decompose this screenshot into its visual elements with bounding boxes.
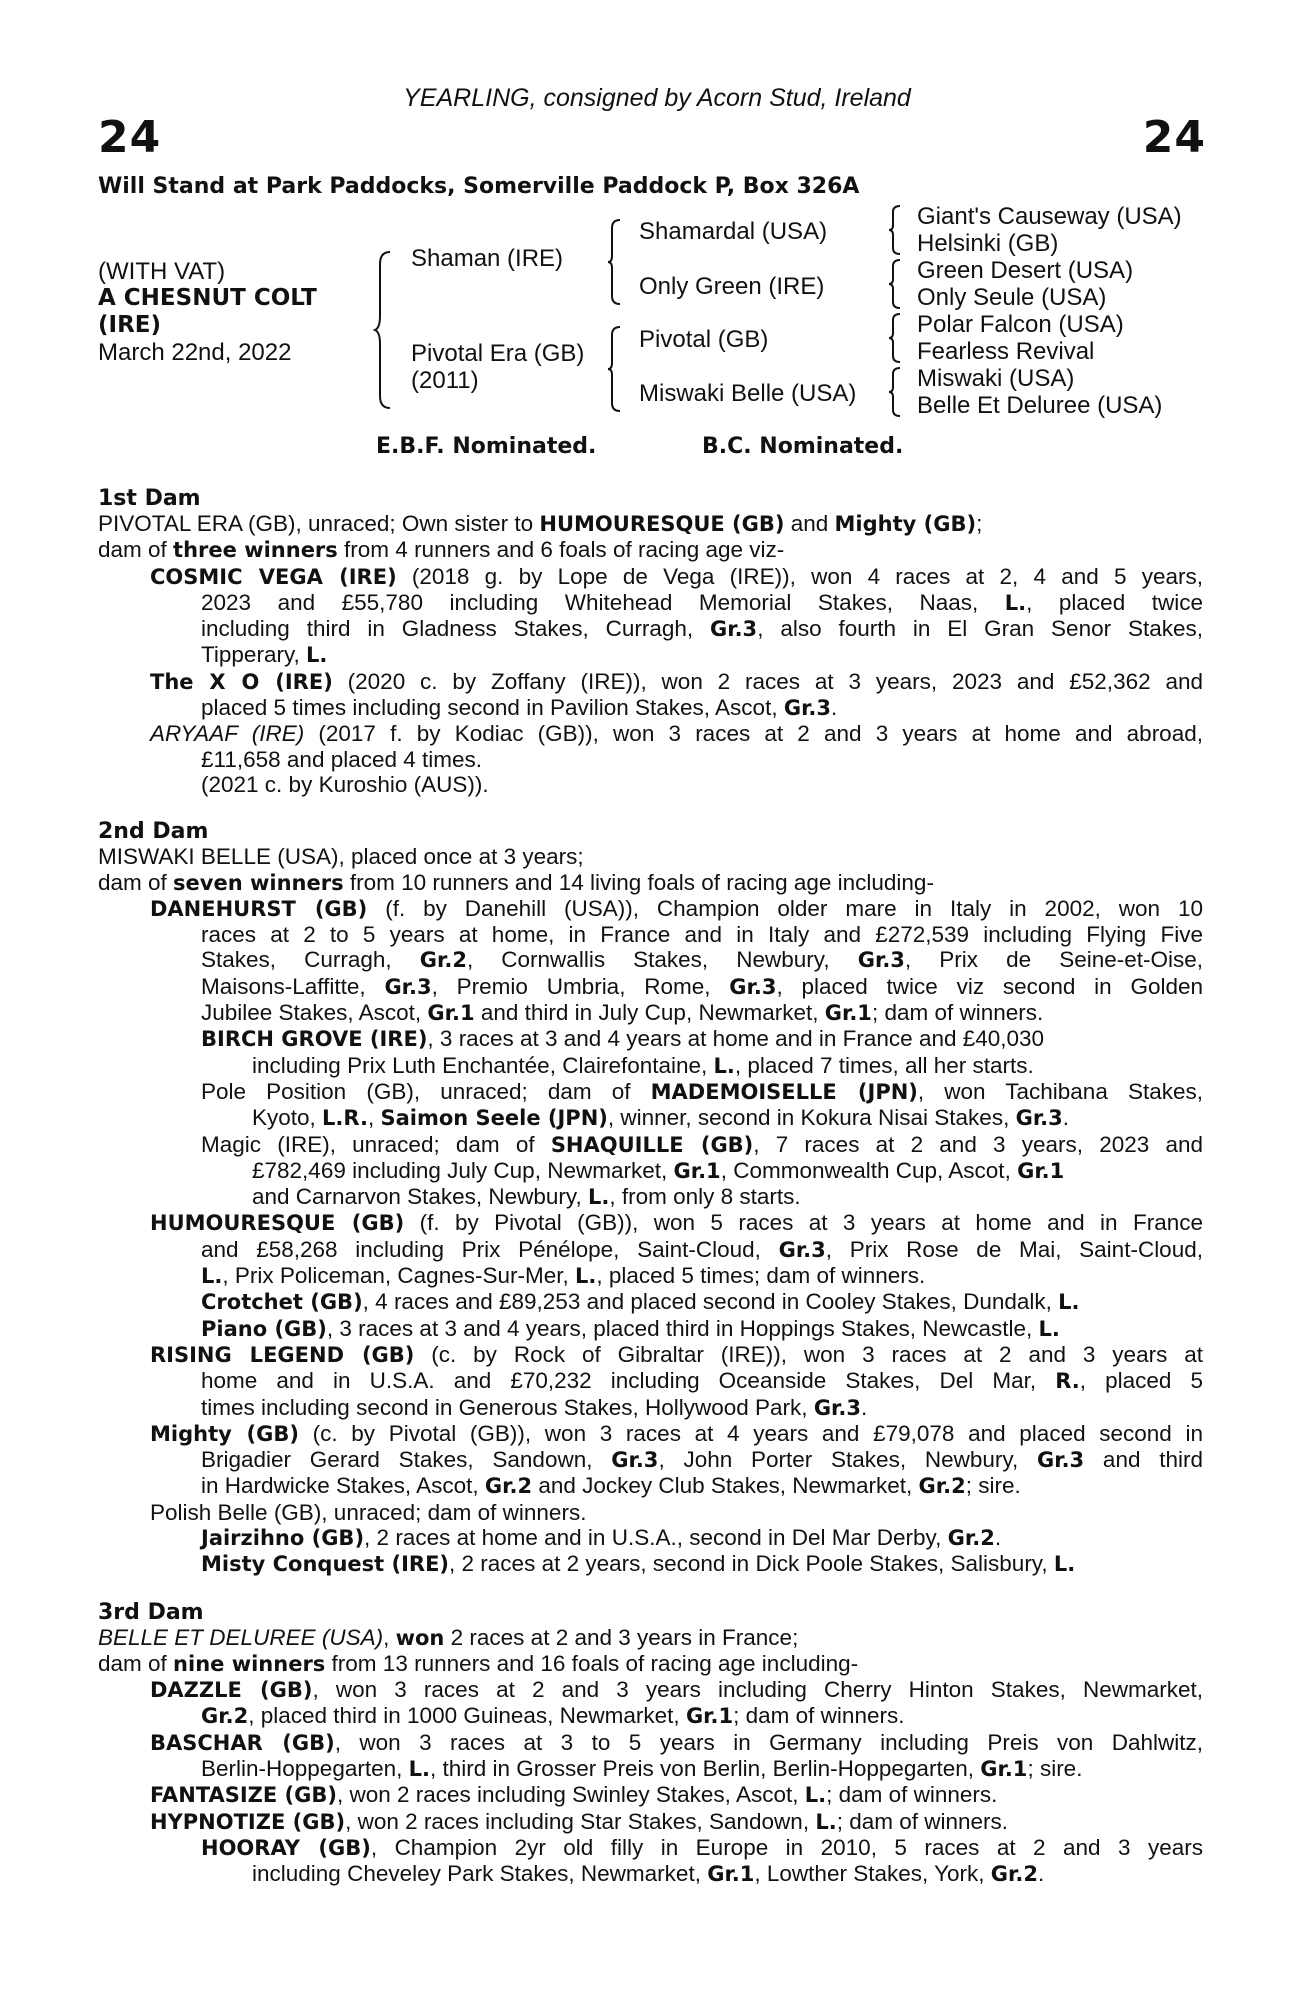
text-run: , placed twice	[1026, 589, 1203, 615]
ggp-name: Polar Falcon (USA)	[917, 311, 1124, 338]
bold-run: Gr.3	[857, 948, 905, 973]
bold-run: Mighty (GB)	[834, 512, 977, 536]
text-run: races at 2 to 5 years at home, in France and in Italy and £272,539 including Flying Five	[201, 922, 1203, 948]
bold-run: Gr.1	[707, 1862, 755, 1887]
text-run: Brigadier Gerard Stakes, Sandown,	[201, 1447, 612, 1473]
text-line	[98, 1677, 1203, 1703]
text-run: , 3 races at 3 and 4 years, placed third in Hoppings Stakes, Newcastle,	[326, 1315, 1039, 1341]
text-line	[98, 922, 1203, 947]
text-run: Magic (IRE), unraced; dam of	[201, 1131, 551, 1157]
bold-run: DANEHURST (GB)	[150, 896, 368, 921]
text-line	[98, 590, 1203, 616]
text-run: from 10 runners and 14 living foals of racing age including-	[343, 869, 934, 895]
text-line	[98, 1473, 1203, 1499]
text-run: (2020 c. by Zoffany (IRE)), won 2 races at 3 years, 2023 and £52,362 and	[332, 668, 1203, 694]
bold-run: Gr.2	[201, 1704, 249, 1729]
bold-run: Gr.3	[1036, 1448, 1085, 1473]
bold-run: COSMIC VEGA (IRE)	[150, 564, 397, 589]
text-run: , placed 7 times, all her starts.	[734, 1052, 1034, 1078]
bold-run: Gr.2	[419, 948, 467, 973]
text-run: , 4 races and £89,253 and placed second in Cooley Stakes, Dundalk,	[362, 1289, 1059, 1315]
bold-run: Saimon Seele (JPN)	[380, 1106, 608, 1131]
bold-run: won	[395, 1625, 445, 1650]
text-run: 2 races at 2 and 3 years in France;	[444, 1624, 799, 1650]
text-run: Tipperary,	[201, 642, 307, 668]
text-line	[98, 896, 1203, 922]
dam-name: Pivotal Era (GB)	[411, 340, 585, 367]
text-line	[98, 1158, 1203, 1184]
text-line	[98, 1184, 1203, 1210]
ggp-name: Belle Et Deluree (USA)	[917, 392, 1163, 419]
text-run: , 2 races at 2 years, second in Dick Poole Stakes, Salisbury,	[449, 1551, 1054, 1577]
text-run: from 4 runners and 6 foals of racing age viz-	[337, 537, 785, 563]
text-run: £782,469 including July Cup, Newmarket,	[252, 1157, 674, 1183]
bold-run: HOORAY (GB)	[201, 1835, 371, 1860]
text-line	[98, 616, 1203, 642]
text-run: , placed third in 1000 Guineas, Newmarket,	[248, 1703, 686, 1729]
bold-run: Crotchet (GB)	[201, 1290, 363, 1315]
text-run: dam of	[98, 537, 174, 563]
text-line	[98, 1263, 1203, 1289]
text-line	[98, 1703, 1203, 1729]
pedigree-bracket-ggp-4	[888, 366, 904, 418]
bold-run: seven winners	[173, 870, 344, 895]
text-run: , also fourth in El Gran Senor Stakes,	[757, 616, 1203, 642]
text-run: placed 5 times including second in Pavilion Stakes, Ascot,	[201, 695, 784, 721]
text-run: from 13 runners and 16 foals of racing age including-	[325, 1650, 859, 1676]
text-run: , third in Grosser Preis von Berlin, Berlin-Hoppegarten,	[429, 1756, 981, 1782]
pedigree-bracket-dam	[607, 325, 623, 413]
bold-run: DAZZLE (GB)	[150, 1678, 313, 1703]
text-run: , 3 races at 3 and 4 years at home and in France and £40,030	[427, 1026, 1045, 1052]
text-run: , 2 races at home and in U.S.A., second in Del Mar Derby,	[364, 1524, 948, 1550]
ggp-name: Green Desert (USA)	[917, 257, 1134, 284]
text-line	[98, 1026, 1203, 1052]
consignment-line: YEARLING, consigned by Acorn Stud, Ireland	[403, 84, 911, 112]
stand-location: Will Stand at Park Paddocks, Somerville Paddock P, Box 326A	[98, 174, 860, 199]
text-line	[98, 1368, 1203, 1394]
text-run: Polish Belle (GB), unraced; dam of winners.	[150, 1499, 587, 1525]
bold-run: Gr.3	[729, 974, 777, 999]
text-run: Kyoto,	[252, 1105, 323, 1131]
text-line	[98, 1730, 1203, 1756]
second-dam-heading: 2nd Dam	[98, 819, 209, 845]
bold-run: Gr.1	[427, 1001, 475, 1026]
text-run: ; dam of winners.	[826, 1782, 998, 1808]
text-run: times including second in Generous Stakes, Hollywood Park,	[201, 1394, 814, 1420]
bold-run: Gr.2	[947, 1525, 995, 1550]
text-line	[98, 695, 1203, 721]
bold-run: Gr.1	[980, 1757, 1028, 1782]
third-dam-text	[98, 1625, 1203, 1888]
text-line	[98, 511, 1203, 537]
text-run: .	[1062, 1105, 1070, 1131]
bold-run: Piano (GB)	[201, 1316, 327, 1341]
sire-name: Shaman (IRE)	[411, 245, 564, 272]
text-line	[98, 1237, 1203, 1263]
sire-dam-name: Only Green (IRE)	[639, 273, 825, 300]
text-run: ; dam of winners.	[871, 1000, 1044, 1026]
text-line	[98, 1551, 1203, 1577]
text-run: £11,658 and placed 4 times.	[201, 746, 483, 772]
bold-run: Gr.3	[783, 696, 832, 721]
text-run: (2017 f. by Kodiac (GB)), won 3 races at 2 and 3 years at home and abroad,	[304, 721, 1203, 747]
horse-country: (IRE)	[98, 312, 162, 338]
text-line	[98, 1861, 1203, 1887]
bold-run: BIRCH GROVE (IRE)	[201, 1027, 428, 1052]
text-run: , won 3 races at 3 to 5 years in Germany including Preis von Dahlwitz,	[334, 1729, 1203, 1755]
text-run: , won 3 races at 2 and 3 years including Cherry Hinton Stakes, Newmarket,	[312, 1677, 1203, 1703]
text-run: Jubilee Stakes, Ascot,	[201, 1000, 428, 1026]
text-run: , Cornwallis Stakes, Newbury,	[466, 947, 858, 973]
text-line	[98, 974, 1203, 1000]
text-run: Maisons-Laffitte,	[201, 973, 385, 999]
text-line	[98, 1421, 1203, 1447]
bold-run: MADEMOISELLE (JPN)	[650, 1079, 918, 1104]
text-line	[98, 1835, 1203, 1861]
text-run: dam of	[98, 869, 174, 895]
italic-run: BELLE ET DELUREE (USA)	[98, 1624, 384, 1650]
text-run: including Prix Luth Enchantée, Clairefontaine,	[252, 1052, 714, 1078]
text-line	[98, 1132, 1203, 1158]
text-run: (c. by Pivotal (GB)), won 3 races at 4 years and £79,078 and placed second in	[298, 1420, 1203, 1446]
bold-run: BASCHAR (GB)	[150, 1730, 335, 1755]
text-run: , from only 8 starts.	[609, 1184, 801, 1210]
bold-run: Gr.3	[1015, 1106, 1063, 1131]
text-run: (2018 g. by Lope de Vega (IRE)), won 4 races at 2, 4 and 5 years,	[396, 563, 1203, 589]
text-run: including Cheveley Park Stakes, Newmarket,	[252, 1861, 708, 1887]
bold-run: Gr.3	[778, 1237, 826, 1262]
text-run: .	[1038, 1861, 1045, 1887]
dam-dam-name: Miswaki Belle (USA)	[639, 380, 857, 407]
bold-run: L.	[1004, 590, 1027, 615]
bold-run: R.	[1055, 1369, 1080, 1394]
bold-run: Gr.1	[673, 1158, 721, 1183]
pedigree-bracket-ggp-3	[888, 312, 904, 364]
text-line	[98, 1447, 1203, 1473]
text-run: , won 2 races including Star Stakes, Sandown,	[345, 1808, 816, 1834]
text-line	[98, 1651, 1203, 1677]
bold-run: three winners	[173, 538, 338, 563]
bold-run: Jairzihno (GB)	[201, 1525, 365, 1550]
text-run: , placed 5 times; dam of winners.	[596, 1263, 926, 1289]
text-run: , Prix Rose de Mai, Saint-Cloud,	[825, 1236, 1203, 1262]
text-line	[98, 669, 1203, 695]
dam-year: (2011)	[411, 367, 479, 394]
bold-run: Gr.2	[484, 1474, 533, 1499]
text-line	[98, 1525, 1203, 1551]
text-run: (f. by Danehill (USA)), Champion older mare in Italy in 2002, won 10	[367, 895, 1203, 921]
first-dam-heading: 1st Dam	[98, 486, 201, 511]
text-run: in Hardwicke Stakes, Ascot,	[201, 1473, 485, 1499]
text-line	[98, 537, 1203, 563]
text-run: , placed 5	[1079, 1368, 1203, 1394]
ggp-name: Helsinki (GB)	[917, 230, 1059, 257]
text-run: , won 2 races including Swinley Stakes, Ascot,	[336, 1782, 805, 1808]
first-dam-text	[98, 511, 1203, 797]
text-line	[98, 1000, 1203, 1026]
text-run: and	[784, 511, 835, 536]
text-line	[98, 564, 1203, 590]
bold-run: FANTASIZE (GB)	[150, 1783, 337, 1808]
bold-run: L.	[1058, 1290, 1080, 1315]
text-run: ; dam of winners.	[733, 1703, 905, 1729]
bold-run: nine winners	[173, 1651, 326, 1676]
text-line	[98, 772, 1203, 797]
bold-run: The X O (IRE)	[150, 669, 333, 694]
dam-sire-name: Pivotal (GB)	[639, 326, 769, 353]
text-run: ,	[383, 1624, 396, 1650]
text-run: , Premio Umbria, Rome,	[431, 973, 730, 999]
text-run: MISWAKI BELLE (USA), placed once at 3 years;	[98, 844, 584, 870]
text-line	[98, 947, 1203, 973]
text-line	[98, 870, 1203, 896]
text-run: ;	[976, 511, 983, 536]
bold-run: L.	[408, 1757, 430, 1782]
text-line	[98, 1395, 1203, 1421]
bold-run: Mighty (GB)	[150, 1421, 299, 1446]
ggp-name: Giant's Causeway (USA)	[917, 203, 1182, 230]
text-run: .	[831, 695, 838, 721]
bold-run: SHAQUILLE (GB)	[550, 1132, 754, 1157]
text-run: (2021 c. by Kuroshio (AUS)).	[201, 771, 489, 797]
text-line	[98, 1210, 1203, 1236]
bold-run: HYPNOTIZE (GB)	[150, 1809, 346, 1834]
text-run: , winner, second in Kokura Nisai Stakes,	[607, 1105, 1016, 1131]
ggp-name: Only Seule (USA)	[917, 284, 1107, 311]
text-line	[98, 1342, 1203, 1368]
bold-run: L.	[804, 1783, 827, 1808]
bold-run: Gr.2	[918, 1474, 966, 1499]
text-run: , Commonwealth Cup, Ascot,	[720, 1157, 1018, 1183]
text-run: Berlin-Hoppegarten,	[201, 1756, 409, 1782]
text-run: Pole Position (GB), unraced; dam of	[201, 1078, 651, 1104]
bold-run: L.	[713, 1053, 735, 1078]
lot-number-right: 24	[1142, 112, 1206, 163]
pedigree-bracket-ggp-1	[888, 204, 904, 256]
text-run: dam of	[98, 1650, 174, 1676]
text-line	[98, 721, 1203, 746]
text-line	[98, 1500, 1203, 1525]
pedigree-bracket-sire	[607, 218, 623, 306]
bold-run: Gr.3	[709, 617, 758, 642]
text-run: , placed twice viz second in Golden	[776, 973, 1203, 999]
bold-run: Gr.3	[611, 1448, 659, 1473]
text-run: , Prix de Seine-et-Oise,	[904, 947, 1204, 973]
foaling-date: March 22nd, 2022	[98, 339, 292, 366]
horse-description: A CHESNUT COLT	[98, 285, 317, 311]
text-line	[98, 1053, 1203, 1079]
catalogue-body	[98, 486, 1203, 1888]
ggp-name: Fearless Revival	[917, 338, 1095, 365]
text-run: ; dam of winners.	[836, 1808, 1009, 1834]
text-run: and £58,268 including Prix Pénélope, Saint-Cloud,	[201, 1236, 779, 1262]
text-run: .	[994, 1524, 1002, 1550]
bold-run: Gr.1	[685, 1704, 734, 1729]
text-run: 2023 and £55,780 including Whitehead Memorial Stakes, Naas,	[201, 589, 1005, 615]
text-run: .	[861, 1394, 868, 1420]
text-run: (c. by Rock of Gibraltar (IRE)), won 3 races at 2 and 3 years at	[414, 1341, 1203, 1367]
text-line	[98, 1316, 1203, 1342]
text-run: , Champion 2yr old filly in Europe in 2010, 5 races at 2 and 3 years	[370, 1834, 1204, 1860]
bc-nomination: B.C. Nominated.	[702, 434, 904, 459]
text-line	[98, 1756, 1203, 1782]
text-line	[98, 1625, 1203, 1651]
vat-note: (WITH VAT)	[98, 258, 226, 285]
text-run: ; sire.	[1027, 1756, 1083, 1782]
text-run: ; sire.	[965, 1473, 1021, 1499]
text-run: Stakes, Curragh,	[201, 947, 420, 973]
text-line	[98, 844, 1203, 869]
ebf-nomination: E.B.F. Nominated.	[376, 434, 597, 459]
bold-run: L.	[1053, 1552, 1076, 1577]
text-line	[98, 642, 1203, 668]
bold-run: L.	[306, 643, 328, 668]
bold-run: L.	[815, 1809, 837, 1834]
text-line	[98, 1809, 1203, 1835]
bold-run: RISING LEGEND (GB)	[150, 1342, 415, 1367]
text-run: and Jockey Club Stakes, Newmarket,	[532, 1473, 919, 1499]
text-run: and third in July Cup, Newmarket,	[474, 1000, 825, 1026]
text-run: including third in Gladness Stakes, Curragh,	[201, 616, 710, 642]
text-run: , Lowther Stakes, York,	[754, 1861, 991, 1887]
text-run: , won Tachibana Stakes,	[917, 1078, 1203, 1104]
third-dam-heading: 3rd Dam	[98, 1599, 204, 1625]
bold-run: Gr.1	[824, 1001, 872, 1026]
pedigree-bracket-main	[374, 250, 394, 410]
text-run: , 7 races at 2 and 3 years, 2023 and	[753, 1131, 1203, 1157]
sire-sire-name: Shamardal (USA)	[639, 218, 828, 245]
text-run: and third	[1084, 1447, 1204, 1473]
bold-run: HUMOURESQUE (GB)	[150, 1211, 405, 1236]
italic-run: ARYAAF (IRE)	[150, 721, 305, 747]
bold-run: Gr.2	[990, 1862, 1038, 1887]
bold-run: L.	[574, 1264, 597, 1289]
text-line	[98, 1079, 1203, 1105]
text-run: (f. by Pivotal (GB)), won 5 races at 3 years at home and in France	[404, 1210, 1203, 1236]
second-dam-text	[98, 844, 1203, 1577]
text-run: , Prix Policeman, Cagnes-Sur-Mer,	[222, 1263, 575, 1289]
text-run: home and in U.S.A. and £70,232 including Oceanside Stakes, Del Mar,	[201, 1368, 1056, 1394]
bold-run: L.	[1038, 1316, 1060, 1341]
text-run: , John Porter Stakes, Newbury,	[658, 1447, 1037, 1473]
bold-run: L.	[588, 1185, 610, 1210]
text-line	[98, 747, 1203, 772]
ggp-name: Miswaki (USA)	[917, 365, 1075, 392]
bold-run: Gr.1	[1017, 1158, 1065, 1183]
text-line	[98, 1289, 1203, 1315]
text-run: and Carnarvon Stakes, Newbury,	[252, 1184, 588, 1210]
text-line	[98, 1105, 1203, 1131]
text-run: PIVOTAL ERA (GB), unraced; Own sister to	[98, 511, 540, 536]
pedigree-bracket-ggp-2	[888, 258, 904, 310]
bold-run: Gr.3	[813, 1395, 862, 1420]
bold-run: L.	[201, 1264, 223, 1289]
lot-number-left: 24	[98, 112, 162, 163]
text-line	[98, 1782, 1203, 1808]
bold-run: Gr.3	[384, 974, 432, 999]
bold-run: HUMOURESQUE (GB)	[539, 512, 785, 536]
bold-run: L.R.	[322, 1106, 368, 1131]
text-run: ,	[367, 1105, 381, 1131]
bold-run: Misty Conquest (IRE)	[201, 1552, 450, 1577]
